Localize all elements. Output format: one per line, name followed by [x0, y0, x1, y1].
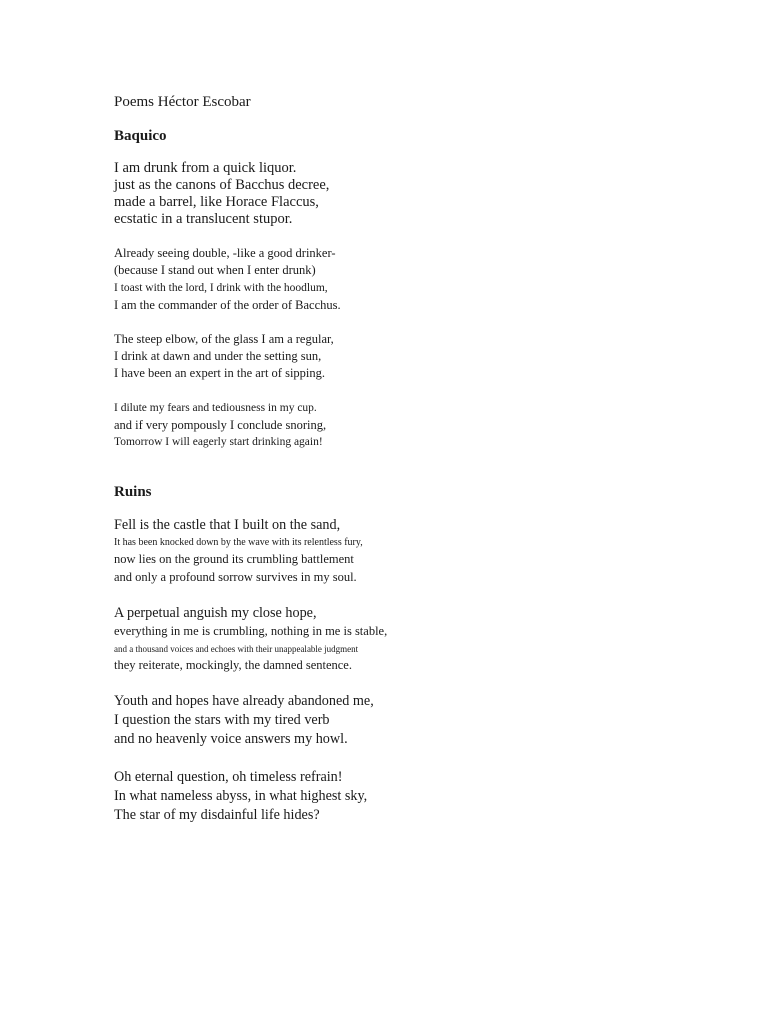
poem-line: A perpetual anguish my close hope,	[114, 604, 317, 621]
poem-line: I have been an expert in the art of sipping.	[114, 366, 326, 381]
poem-line: I dilute my fears and tediousness in my cup.	[114, 401, 317, 414]
stanza	[114, 692, 734, 750]
poem-line: I toast with the lord, I drink with the hoodlum,	[114, 281, 328, 294]
poem-baquico	[114, 126, 734, 451]
poem-line: Youth and hopes have already abandoned me,	[114, 692, 374, 709]
poem-line: made a barrel, like Horace Flaccus,	[114, 194, 319, 210]
poem-line: The steep elbow, of the glass I am a regular,	[114, 331, 334, 346]
poem-line: and if very pompously I conclude snoring,	[114, 417, 327, 432]
poem-line: ecstatic in a translucent stupor.	[114, 211, 293, 227]
poem-line: I am drunk from a quick liquor.	[114, 160, 297, 176]
stanza	[114, 160, 734, 228]
stanza	[114, 331, 734, 383]
poem-line: Oh eternal question, oh timeless refrain!	[114, 768, 343, 785]
stanza	[114, 400, 734, 451]
poem-line: everything in me is crumbling, nothing in me is stable,	[114, 624, 388, 639]
document-title: Poems Héctor Escobar	[114, 94, 251, 110]
poem-line: (because I stand out when I enter drunk)	[114, 263, 316, 278]
poem-title: Baquico	[114, 128, 167, 144]
poem-line: Already seeing double, -like a good drinker-	[114, 246, 336, 260]
poem-line: they reiterate, mockingly, the damned sentence.	[114, 657, 352, 672]
poem-separator	[114, 468, 734, 482]
stanza	[114, 245, 734, 314]
poem-line: I am the commander of the order of Bacchus.	[114, 297, 341, 312]
poem-line: The star of my disdainful life hides?	[114, 807, 320, 824]
poem-line: Tomorrow I will eagerly start drinking again!	[114, 436, 323, 449]
document-page	[114, 92, 734, 844]
poem-line: and no heavenly voice answers my howl.	[114, 731, 348, 748]
poem-line: now lies on the ground its crumbling battlement	[114, 552, 354, 567]
poem-line: and a thousand voices and echoes with their unappealable judgment	[114, 643, 359, 654]
poem-title: Ruins	[114, 484, 152, 501]
poem-ruins	[114, 482, 734, 826]
poem-line: I question the stars with my tired verb	[114, 712, 330, 729]
stanza	[114, 516, 734, 586]
poem-line: and only a profound sorrow survives in my soul.	[114, 569, 357, 584]
poem-line: I drink at dawn and under the setting sun,	[114, 349, 322, 364]
stanza	[114, 768, 734, 826]
poem-line: Fell is the castle that I built on the sand,	[114, 517, 341, 534]
poem-line: It has been knocked down by the wave with its relentless fury,	[114, 537, 363, 549]
stanza	[114, 604, 734, 674]
poem-line: In what nameless abyss, in what highest sky,	[114, 788, 368, 805]
poem-line: just as the canons of Bacchus decree,	[114, 177, 330, 193]
